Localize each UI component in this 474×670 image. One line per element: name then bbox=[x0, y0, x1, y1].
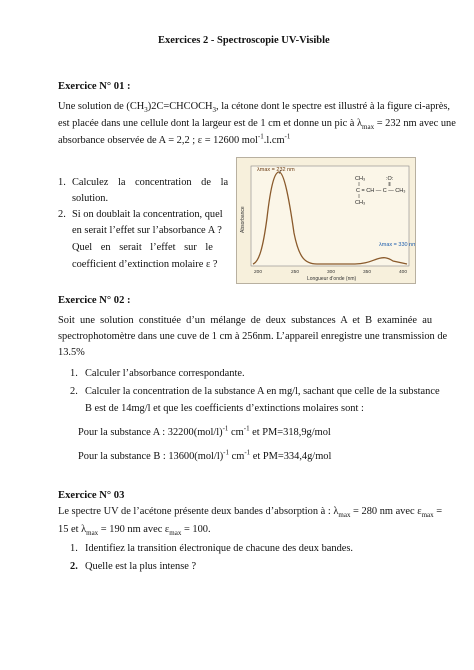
exercise-3-heading: Exercice N° 03 bbox=[58, 490, 125, 501]
exercise-3-question-1: 1. Identifiez la transition électronique de chacune des deux bandes. bbox=[70, 543, 354, 554]
exercise-1-text-line-2: est placée dans une cellule dont la largeur est de 1 cm et donne un pic à $\lambda_{max} = 232$ nm avec une bbox=[58, 118, 456, 132]
x-axis-label: Longueur d’onde (nm) bbox=[307, 276, 357, 282]
x-tick-label: 200 bbox=[254, 270, 263, 275]
substance-b-data: Pour la substance B : $13600(mol/l)^{-1}$ $cm^{-1}$ et PM=334,4g/mol bbox=[78, 448, 332, 462]
structure-ch3-top: CH₃ bbox=[355, 176, 366, 182]
structure-main-chain: C = CH — C — CH₃ bbox=[356, 188, 406, 194]
exercise-2-text-line-1: Soit une solution constituée d’un mélange de deux substances A et B examinée au bbox=[58, 315, 433, 326]
structure-oxygen: :O: bbox=[386, 176, 394, 182]
exercise-1-question-2: 2. Si on doublait la concentration, quel bbox=[58, 209, 223, 220]
x-tick-label: 400 bbox=[399, 270, 408, 275]
exercise-3-question-2: 2. Quelle est la plus intense ? bbox=[70, 561, 197, 572]
structure-ch3-bottom: CH₃ bbox=[355, 200, 366, 206]
uv-spectrum-figure bbox=[236, 157, 416, 284]
exercise-3-text-line-1: Le spectre UV de l’acétone présente deux bandes d’absorption à : $\lambda_{max} = 280$ nm avec $\varepsilon_{max}$ = bbox=[58, 506, 443, 520]
exercise-2-question-1: 1. Calculer l’absorbance correspondante. bbox=[70, 368, 245, 379]
y-axis-label: Absorbance bbox=[240, 206, 246, 233]
exercise-3-text-line-2: 15 et $\lambda_{max} = 190$ nm avec $\varepsilon_{max} = 100$. bbox=[58, 524, 211, 538]
exercise-2-text-line-2: spectrophotomètre dans une cuve de 1 cm à 256nm. L’appareil enregistre une transmission de bbox=[58, 331, 448, 342]
peak-1-label: λmax = 232 nm bbox=[257, 167, 295, 173]
exercise-2-text-line-3: 13.5% bbox=[58, 347, 85, 358]
exercise-1-text-line-1: Une solution de $(CH_3)2C=CHCOCH_3$, la cétone dont le spectre est illustré à la figure ci-après, bbox=[58, 101, 451, 115]
exercise-1-text-line-3: absorbance observée de A = 2,2 ; ε = 12600 $mol^{-1}.l.cm^{-1}$ bbox=[58, 132, 291, 146]
exercise-2-heading: Exercice N° 02 : bbox=[58, 295, 131, 306]
page-title: Exercices 2 - Spectroscopie UV-Visible bbox=[158, 35, 330, 46]
exercise-1-question-2-cont-2: Quel en serait l’effet sur le bbox=[72, 242, 213, 253]
exercise-1-question-2-cont-3: coefficient d’extinction molaire ε ? bbox=[72, 259, 218, 270]
exercise-2-question-2-cont: B est de 14mg/l et que les coefficients d’extinctions molaires sont : bbox=[85, 403, 364, 414]
peak-2-label: λmax = 330 nm bbox=[379, 242, 415, 248]
exercise-1-question-1-cont: solution. bbox=[72, 193, 109, 204]
substance-a-data: Pour la substance A : $32200(mol/l)^{-1}$ $cm^{-1}$ et PM=318,9g/mol bbox=[78, 424, 331, 438]
exercise-1-heading: Exercice N° 01 : bbox=[58, 81, 131, 92]
x-tick-label: 350 bbox=[363, 270, 372, 275]
x-tick-label: 250 bbox=[291, 270, 300, 275]
x-tick-label: 300 bbox=[327, 270, 336, 275]
exercise-1-question-2-cont-1: en serait l’effet sur l’absorbance A ? bbox=[72, 225, 222, 236]
exercise-1-question-1: 1. Calculez la concentration de la bbox=[58, 177, 229, 188]
uv-spectrum-plot bbox=[237, 158, 415, 283]
exercise-2-question-2: 2. Calculer la concentration de la substance A en mg/l, sachant que celle de la substance bbox=[70, 386, 440, 397]
